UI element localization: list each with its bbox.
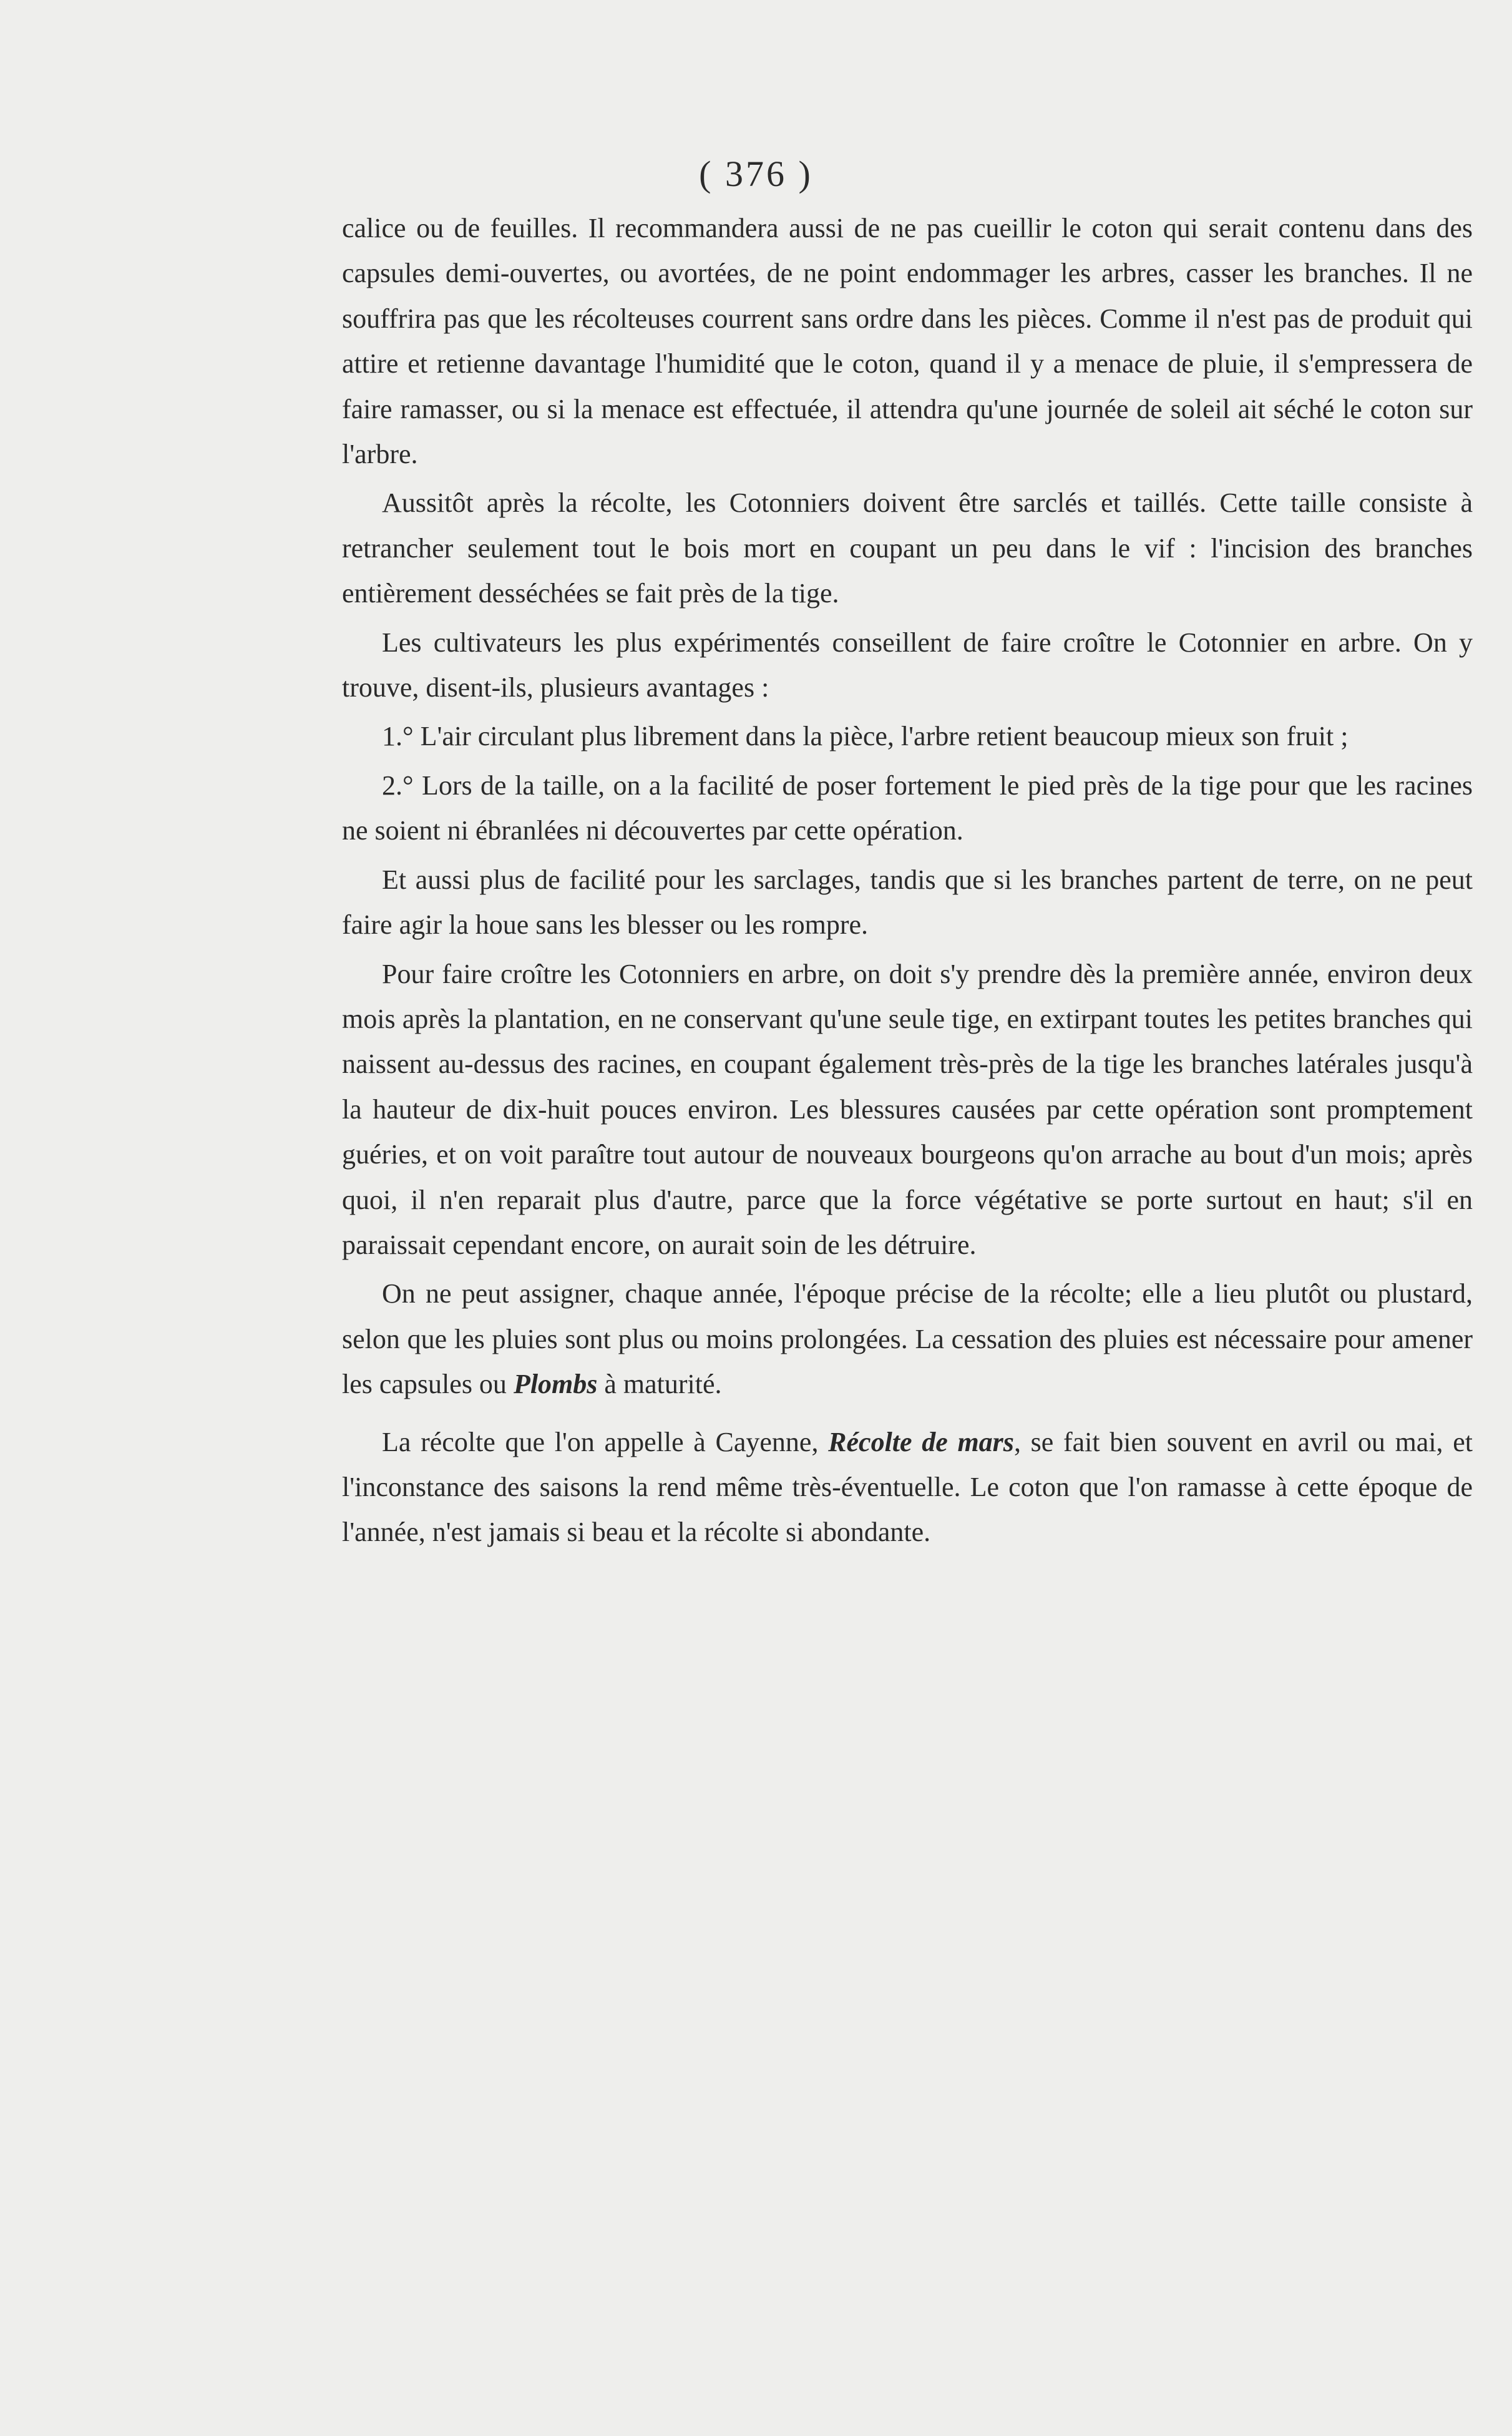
paragraph-8-italic-term: Plombs <box>513 1369 598 1400</box>
paragraph-9-text-end: , se fait bien souvent en avril ou mai, et l'inconstance des saisons la rend même très-éventuelle. Le coton que l'on ramasse à cette époque de l'année, n'est jamais si beau et la récolte si abondante. <box>342 1426 1473 1548</box>
paragraph-9-italic-term: Récolte de mars <box>828 1426 1014 1457</box>
paragraph-9-text-start: La récolte que l'on appelle à Cayenne, <box>382 1426 829 1457</box>
paragraph-7: Pour faire croître les Cotonniers en arbre, on doit s'y prendre dès la première année, environ deux mois après la plantation, en ne conservant qu'une seule tige, en extirpant toutes les petites branches qui naissent au-dessus des racines, en coupant également très-près de la tige les branches latérales jusqu'à la hauteur de dix-huit pouces environ. Les blessures causées par cette opération sont promptement guéries, et on voit paraître tout autour de nouveaux bourgeons qu'on arrache au bout d'un mois; après quoi, il n'en reparait plus d'autre, parce que la force végétative se porte surtout en haut; s'il en paraissait cependant encore, on aurait soin de les détruire. <box>342 958 1473 1260</box>
paragraph-gap <box>342 1411 1473 1420</box>
paragraph-1: calice ou de feuilles. Il recommandera aussi de ne pas cueillir le coton qui serait contenu dans des capsules demi-ouvertes, ou avortées, de ne point endommager les arbres, casser les branches. Il ne souffrira pas que les récolteuses courrent sans ordre dans les pièces. Comme il n'est pas de produit qui attire et retienne davantage l'humidité que le coton, quand il y a menace de pluie, il s'empressera de faire ramasser, ou si la menace est effectuée, il attendra qu'une journée de soleil ait séché le coton sur l'arbre. <box>342 213 1473 470</box>
paragraph-8-text-start: On ne peut assigner, chaque année, l'époque précise de la récolte; elle a lieu plutôt ou plustard, selon que les pluies sont plus ou moins prolongées. La cessation des pluies est nécessaire pour amener les capsules ou <box>342 1278 1473 1400</box>
paragraph-3: Les cultivateurs les plus expérimentés conseillent de faire croître le Cotonnier en arbre. On y trouve, disent-ils, plusieurs avantages : <box>342 627 1473 703</box>
paragraph-8 <box>342 1271 1473 1407</box>
paragraph-4: 1.° L'air circulant plus librement dans la pièce, l'arbre retient beaucoup mieux son fruit ; <box>382 721 1349 752</box>
paragraph-2: Aussitôt après la récolte, les Cotonniers doivent être sarclés et taillés. Cette taille consiste à retrancher seulement tout le bois mort en coupant un peu dans le vif : l'incision des branches entièrement desséchées se fait près de la tige. <box>342 487 1473 609</box>
paragraph-5: 2.° Lors de la taille, on a la facilité de poser fortement le pied près de la tige pour que les racines ne soient ni ébranlées ni découvertes par cette opération. <box>342 770 1473 846</box>
paragraph-9 <box>342 1420 1473 1555</box>
body-text <box>342 206 1473 1559</box>
page-number: ( 376 ) <box>699 154 813 194</box>
paragraph-6: Et aussi plus de facilité pour les sarclages, tandis que si les branches partent de terre, on ne peut faire agir la houe sans les blesser ou les rompre. <box>342 864 1473 941</box>
paragraph-8-text-end: à maturité. <box>597 1369 722 1400</box>
